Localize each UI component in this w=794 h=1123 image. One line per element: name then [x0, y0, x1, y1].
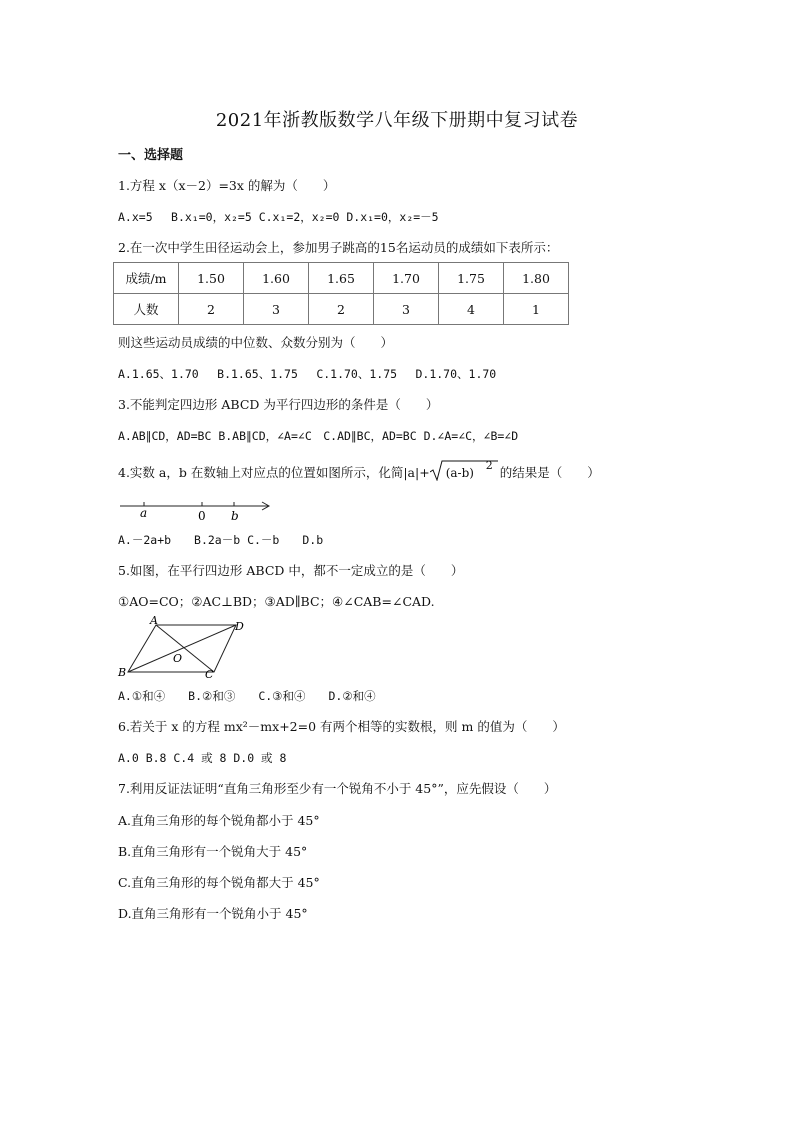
- point-label-o: O: [173, 652, 183, 665]
- question-4-stem-before: 4.实数 a，b 在数轴上对应点的位置如图所示，化简|a|+: [118, 465, 430, 480]
- table-cell: 1.50: [179, 263, 244, 294]
- axis-label-a: a: [140, 506, 148, 520]
- table-cell: 4: [439, 294, 504, 325]
- question-1-stem: 1.方程 x（x－2）=3x 的解为（ ）: [118, 178, 336, 193]
- question-7-stem: 7.利用反证法证明“直角三角形至少有一个锐角不小于 45°”，应先假设（ ）: [118, 781, 557, 796]
- table-cell: 1.75: [439, 263, 504, 294]
- question-5-stem: 5.如图，在平行四边形 ABCD 中，都不一定成立的是（ ）: [118, 563, 464, 578]
- question-7-option-c: C.直角三角形的每个锐角都大于 45°: [118, 875, 320, 890]
- point-label-d: D: [235, 620, 244, 633]
- point-label-c: C: [205, 668, 214, 680]
- question-4-options: A.－2a+b B.2a－b C.－b D.b: [118, 533, 324, 547]
- question-4-stem: [118, 459, 600, 481]
- radicand: (a-b): [445, 466, 474, 480]
- table-cell: 1.70: [374, 263, 439, 294]
- question-6-options: A.0 B.8 C.4 或 8 D.0 或 8: [118, 751, 287, 765]
- radical-sign-icon: [430, 459, 500, 480]
- exponent: 2: [485, 459, 493, 472]
- question-3-options: A.AB∥CD，AD=BC B.AB∥CD，∠A=∠C C.AD∥BC，AD=BC D.∠A=∠C，∠B=∠D: [118, 429, 519, 443]
- table-cell: 3: [244, 294, 309, 325]
- question-5-options: A.①和④ B.②和③ C.③和④ D.②和④: [118, 689, 376, 703]
- question-7-option-b: B.直角三角形有一个锐角大于 45°: [118, 844, 308, 859]
- table-cell: 2: [179, 294, 244, 325]
- question-5-conditions: ①AO=CO；②AC⊥BD；③AD∥BC；④∠CAB=∠CAD.: [118, 594, 435, 609]
- section-heading: 一、选择题: [118, 148, 184, 163]
- table-cell: 2: [309, 294, 374, 325]
- axis-label-b: b: [231, 509, 239, 522]
- question-7-option-d: D.直角三角形有一个锐角小于 45°: [118, 906, 308, 921]
- question-2-options: A.1.65、1.70 B.1.65、1.75 C.1.70、1.75 D.1.70、1.70: [118, 367, 497, 381]
- table-row: [114, 294, 569, 325]
- question-4-stem-after: 的结果是（ ）: [499, 465, 600, 480]
- table-cell: 1.60: [244, 263, 309, 294]
- parallelogram-figure: [116, 614, 252, 680]
- score-table: [113, 262, 569, 325]
- table-cell: 1.65: [309, 263, 374, 294]
- question-2-follow: 则这些运动员成绩的中位数、众数分别为（ ）: [118, 335, 394, 350]
- table-header-cell: 成绩/m: [114, 263, 179, 294]
- table-header-cell: 人数: [114, 294, 179, 325]
- table-cell: 3: [374, 294, 439, 325]
- table-row: [114, 263, 569, 294]
- question-3-stem: 3.不能判定四边形 ABCD 为平行四边形的条件是（ ）: [118, 397, 439, 412]
- number-line: [118, 496, 278, 522]
- question-6-stem: 6.若关于 x 的方程 mx²－mx+2=0 有两个相等的实数根，则 m 的值为（ ）: [118, 719, 565, 734]
- table-cell: 1: [504, 294, 569, 325]
- point-label-b: B: [118, 666, 127, 679]
- point-label-a: A: [150, 614, 158, 627]
- question-7-option-a: A.直角三角形的每个锐角都小于 45°: [118, 813, 320, 828]
- axis-label-zero: 0: [198, 509, 206, 522]
- question-1-options: A.x=5 B.x₁=0，x₂=5 C.x₁=2，x₂=0 D.x₁=0，x₂=－5: [118, 210, 439, 224]
- page-title: 2021年浙教版数学八年级下册期中复习试卷: [215, 110, 579, 131]
- table-cell: 1.80: [504, 263, 569, 294]
- question-2-stem: 2.在一次中学生田径运动会上，参加男子跳高的15名运动员的成绩如下表所示：: [118, 240, 559, 255]
